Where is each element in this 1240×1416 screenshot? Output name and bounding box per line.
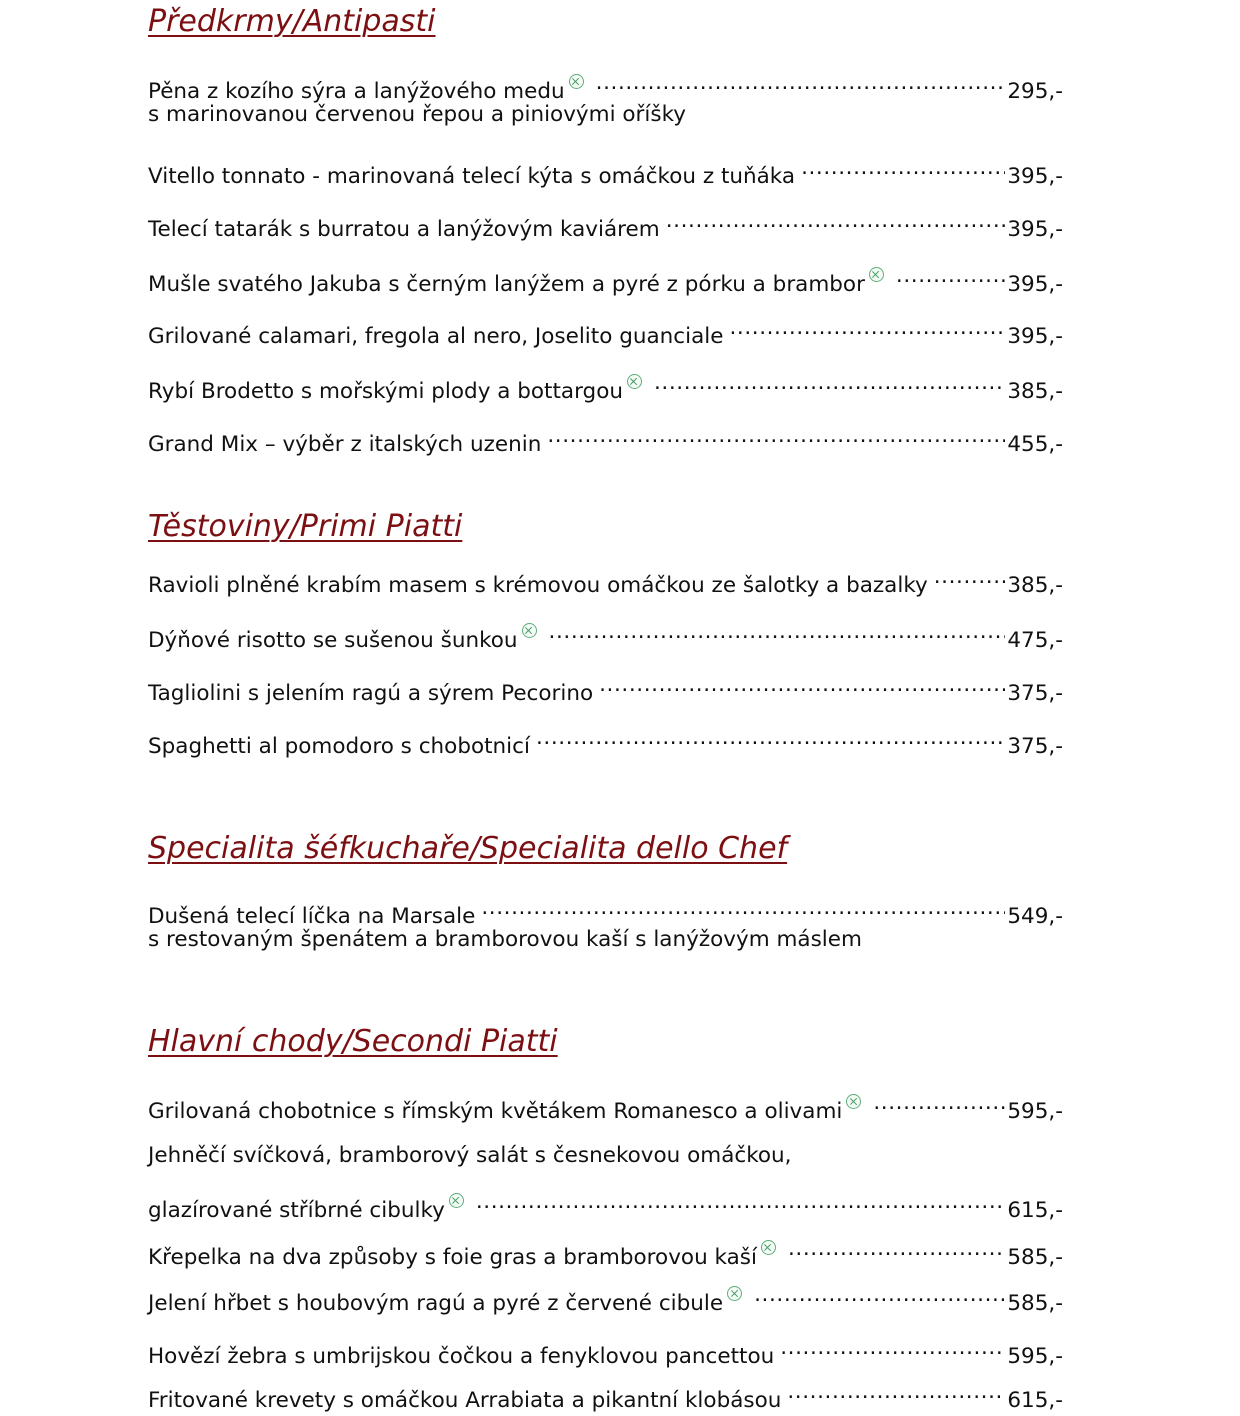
dot-leader <box>599 670 1005 700</box>
menu-item <box>148 670 1063 706</box>
menu-item-price: 549,- <box>1007 904 1063 929</box>
menu-page <box>148 0 1063 1413</box>
dot-leader <box>536 723 1005 753</box>
dot-leader <box>780 1333 1005 1363</box>
dot-leader <box>549 617 1006 647</box>
menu-item-name: Spaghetti al pomodoro s chobotnicí <box>148 734 530 759</box>
menu-item <box>148 1187 1063 1223</box>
menu-item <box>148 723 1063 759</box>
menu-item-price: 585,- <box>1007 1245 1063 1270</box>
diet-icon <box>627 374 642 389</box>
menu-item-price: 455,- <box>1007 432 1063 457</box>
menu-item-price: 375,- <box>1007 734 1063 759</box>
diet-icon <box>569 74 584 89</box>
menu-item-name: Rybí Brodetto s mořskými plody a bottargou <box>148 379 623 404</box>
diet-icon <box>869 267 884 282</box>
menu-item-name: Tagliolini s jelením ragú a sýrem Pecorino <box>148 681 594 706</box>
menu-item <box>148 421 1063 457</box>
dot-leader <box>596 68 1006 98</box>
menu-item-name: Jelení hřbet s houbovým ragú a pyré z červené cibule <box>148 1291 724 1316</box>
menu-item <box>148 1234 1063 1270</box>
dot-leader <box>896 261 1005 291</box>
menu-item <box>148 368 1063 404</box>
dot-leader <box>873 1088 1005 1118</box>
menu-item-name: Ravioli plněné krabím masem s krémovou omáčkou ze šalotky a bazalky <box>148 573 928 598</box>
menu-item-name: glazírované stříbrné cibulky <box>148 1198 445 1223</box>
menu-item-name: Dušená telecí líčka na Marsale <box>148 904 476 929</box>
menu-item <box>148 1377 1063 1413</box>
menu-item <box>148 1280 1063 1316</box>
menu-item <box>148 893 1063 929</box>
dot-leader <box>788 1234 1005 1264</box>
menu-item-name-line1: Jehněčí svíčková, bramborový salát s česnekovou omáčkou, <box>148 1143 792 1168</box>
menu-item-price: 595,- <box>1007 1099 1063 1124</box>
menu-item-price: 615,- <box>1007 1198 1063 1223</box>
menu-item-name: Dýňové risotto se sušenou šunkou <box>148 628 518 653</box>
menu-item-name: Grilovaná chobotnice s římským květákem Romanesco a olivami <box>148 1099 843 1124</box>
diet-icon <box>727 1286 742 1301</box>
menu-item-price: 585,- <box>1007 1291 1063 1316</box>
menu-item-name: Grand Mix – výběr z italských uzenin <box>148 432 542 457</box>
menu-item-price: 385,- <box>1007 573 1063 598</box>
dot-leader <box>666 206 1006 236</box>
dot-leader <box>547 421 1005 451</box>
menu-item-name: Pěna z kozího sýra a lanýžového medu <box>148 79 565 104</box>
section-heading-secondi-piatti: Hlavní chody/Secondi Piatti <box>148 1024 558 1059</box>
menu-item-price: 395,- <box>1007 217 1063 242</box>
menu-item-name: Mušle svatého Jakuba s černým lanýžem a pyré z pórku a brambor <box>148 272 865 297</box>
section-heading-primi-piatti: Těstoviny/Primi Piatti <box>148 509 463 544</box>
dot-leader <box>481 893 1005 923</box>
menu-item-price: 385,- <box>1007 379 1063 404</box>
menu-item-price: 615,- <box>1007 1388 1063 1413</box>
menu-item <box>148 1088 1063 1124</box>
menu-item <box>148 562 1063 598</box>
menu-item-price: 595,- <box>1007 1344 1063 1369</box>
diet-icon <box>522 623 537 638</box>
dot-leader <box>754 1280 1005 1310</box>
dot-leader <box>934 562 1006 592</box>
menu-item-price: 295,- <box>1007 79 1063 104</box>
menu-item-price: 395,- <box>1007 164 1063 189</box>
menu-item-name: Křepelka na dva způsoby s foie gras a bramborovou kaší <box>148 1245 757 1270</box>
diet-icon <box>761 1240 776 1255</box>
dot-leader <box>729 313 1005 343</box>
diet-icon <box>846 1094 861 1109</box>
menu-item-name: Grilované calamari, fregola al nero, Joselito guanciale <box>148 324 724 349</box>
section-heading-chef-special: Specialita šéfkuchaře/Specialita dello Chef <box>148 831 788 866</box>
menu-item <box>148 1333 1063 1369</box>
dot-leader <box>801 153 1005 183</box>
menu-item <box>148 153 1063 189</box>
dot-leader <box>787 1377 1005 1407</box>
menu-item <box>148 617 1063 653</box>
menu-item-name: Fritované krevety s omáčkou Arrabiata a pikantní klobásou <box>148 1388 782 1413</box>
dot-leader <box>476 1187 1006 1217</box>
menu-item <box>148 68 1063 104</box>
menu-item-description: s restovaným špenátem a bramborovou kaší s lanýžovým máslem <box>148 927 862 952</box>
dot-leader <box>654 368 1005 398</box>
menu-item-price: 375,- <box>1007 681 1063 706</box>
diet-icon <box>449 1193 464 1208</box>
menu-item-name: Hovězí žebra s umbrijskou čočkou a fenyklovou pancettou <box>148 1344 775 1369</box>
menu-item-description: s marinovanou červenou řepou a piniovými oříšky <box>148 102 686 127</box>
menu-item <box>148 206 1063 242</box>
menu-item-price: 475,- <box>1007 628 1063 653</box>
menu-item-name: Telecí tatarák s burratou a lanýžovým kaviárem <box>148 217 660 242</box>
menu-item <box>148 313 1063 349</box>
menu-item-price: 395,- <box>1007 272 1063 297</box>
section-heading-antipasti: Předkrmy/Antipasti <box>148 4 436 39</box>
menu-item-name: Vitello tonnato - marinovaná telecí kýta s omáčkou z tuňáka <box>148 164 796 189</box>
menu-item-price: 395,- <box>1007 324 1063 349</box>
menu-item <box>148 261 1063 297</box>
